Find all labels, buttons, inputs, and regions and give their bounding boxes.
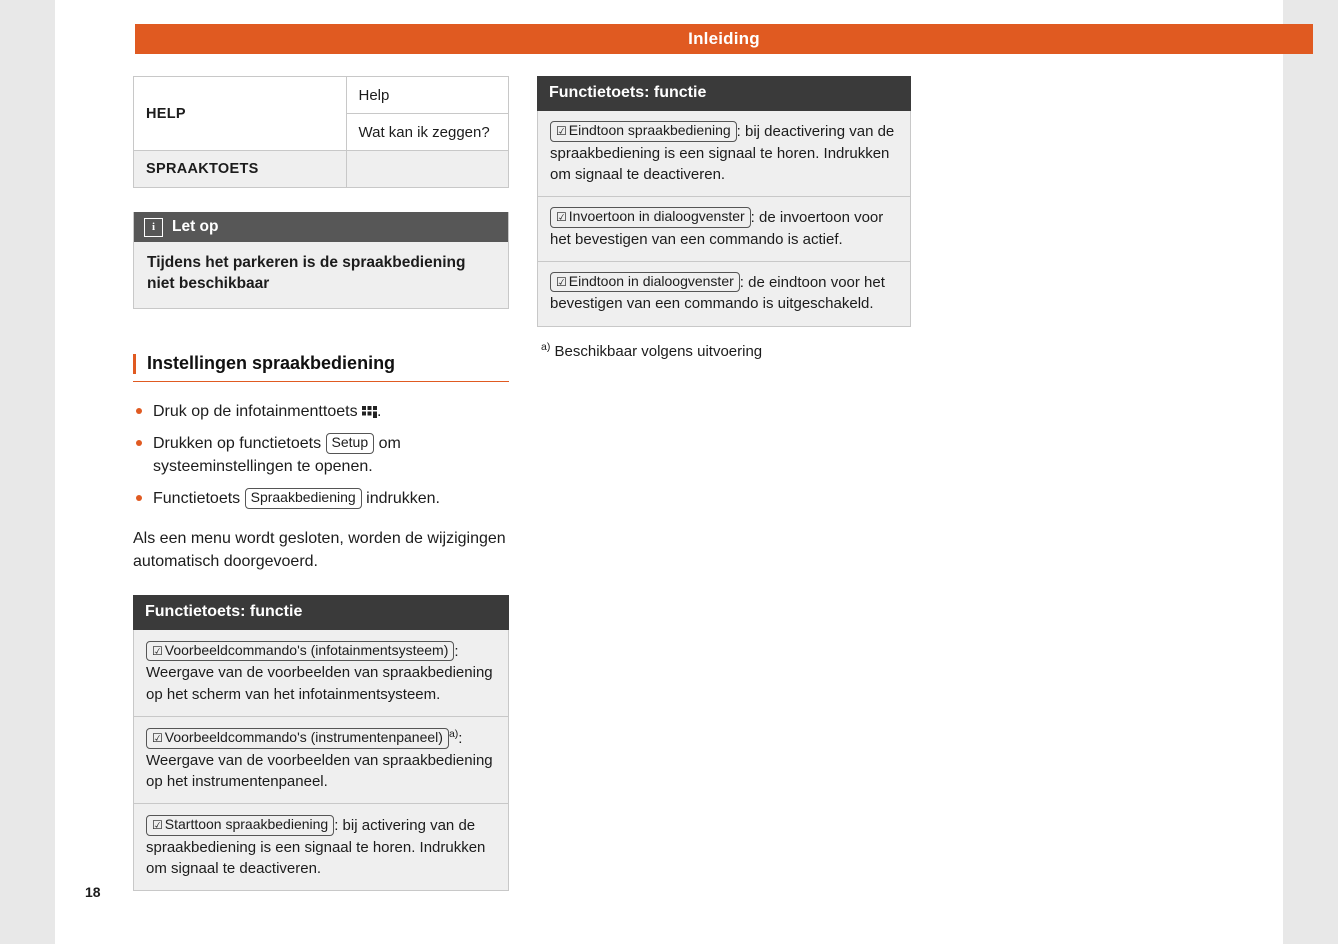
function-key[interactable]	[550, 272, 740, 293]
note-title: Let op	[172, 218, 219, 235]
function-key-label: Eindtoon spraakbediening	[568, 122, 731, 138]
function-key-label: Voorbeeldcommando's (infotainmentsysteem)	[164, 641, 449, 658]
function-row-text: : de eindtoon voor het bevestigen van een commando is uitgeschakeld.	[550, 273, 885, 313]
document-page	[55, 0, 1283, 944]
body-paragraph: Als een menu wordt gesloten, worden de wijzigingen automatisch doorgevoerd.	[133, 529, 506, 570]
bullet-text-pre: Drukken op functietoets	[153, 435, 326, 453]
note-text: Tijdens het parkeren is de spraakbediening niet beschikbaar	[134, 242, 508, 308]
function-key[interactable]	[550, 207, 751, 228]
function-row-text: : bij activering van de spraakbediening is een signaal te horen. Indrukken om signaal te deactiveren.	[146, 817, 486, 877]
bullet-text-post: om systeeminstellingen te openen.	[153, 435, 401, 476]
checkbox-icon: ☑	[152, 731, 163, 746]
checkbox-icon: ☑	[556, 274, 567, 289]
footnote	[537, 341, 911, 360]
note-header	[134, 212, 508, 242]
table-cell-value: Wat kan ik zeggen?	[346, 114, 509, 151]
voice-command-table	[133, 76, 509, 188]
table-cell-key: SPRAAKTOETS	[134, 151, 347, 188]
section-title: Instellingen spraakbediening	[133, 353, 509, 382]
function-table-left	[133, 595, 509, 891]
footnote-text: Beschikbaar volgens uitvoering	[554, 342, 763, 360]
function-row-text: : bij deactivering van de spraakbediening is een signaal te horen. Indrukken om signaal te deactiveren.	[550, 123, 895, 183]
function-table-row	[133, 804, 509, 891]
checkbox-icon: ☑	[556, 210, 567, 225]
function-key-label: Voorbeeldcommando's (instrumentenpaneel)	[164, 729, 443, 746]
right-column	[537, 76, 911, 360]
checkbox-icon: ☑	[556, 124, 567, 138]
page-header-title: Inleiding	[688, 29, 760, 48]
table-cell-value: Help	[346, 77, 509, 114]
left-column	[133, 76, 509, 891]
function-table-row	[537, 262, 911, 327]
function-table-right	[537, 76, 911, 327]
page-number: 18	[85, 884, 101, 900]
note-box	[133, 212, 509, 309]
table-row	[134, 151, 509, 188]
function-key-label: Invoertoon in dialoogvenster	[568, 208, 745, 225]
checkbox-icon: ☑	[152, 643, 163, 658]
list-item	[133, 400, 509, 423]
function-row-text: : Weergave van de voorbeelden van spraakbediening op het scherm van het infotainmentsysteem.	[146, 642, 493, 703]
bullet-list	[133, 400, 509, 511]
list-item	[133, 432, 509, 478]
function-table-right-header: Functietoets: functie	[537, 76, 911, 111]
bullet-text-pre: Functietoets	[153, 490, 245, 508]
bullet-text-post: .	[377, 402, 382, 420]
table-row	[134, 77, 509, 114]
function-table-row	[133, 630, 509, 717]
footnote-marker: a)	[448, 728, 459, 741]
page-header	[135, 24, 1313, 54]
function-key[interactable]	[146, 815, 334, 836]
spraakbediening-key[interactable]: Spraakbediening	[245, 488, 362, 509]
function-key-label: Starttoon spraakbediening	[164, 816, 329, 833]
bullet-text-post: indrukken.	[361, 490, 440, 508]
table-cell-value	[346, 151, 509, 188]
function-row-text: : Weergave van de voorbeelden van spraakbediening op het instrumentenpaneel.	[146, 730, 493, 790]
function-table-row	[537, 197, 911, 262]
bullet-text-pre: Druk op de infotainmenttoets	[153, 402, 363, 420]
checkbox-icon: ☑	[152, 818, 163, 833]
function-table-left-header: Functietoets: functie	[133, 595, 509, 630]
function-key[interactable]	[146, 728, 449, 749]
function-key-label: Eindtoon in dialoogvenster	[568, 272, 734, 289]
function-key[interactable]	[550, 121, 737, 142]
list-item	[133, 487, 509, 510]
function-table-row	[133, 717, 509, 804]
function-table-row	[537, 111, 911, 197]
function-key[interactable]	[146, 641, 454, 662]
function-row-text: : de invoertoon voor het bevestigen van een commando is actief.	[550, 209, 884, 248]
table-cell-key: HELP	[134, 77, 347, 151]
setup-key[interactable]: Setup	[326, 433, 375, 454]
infotainment-keypad-icon	[362, 402, 377, 414]
footnote-marker: a)	[541, 340, 551, 353]
info-icon: i	[144, 218, 163, 237]
